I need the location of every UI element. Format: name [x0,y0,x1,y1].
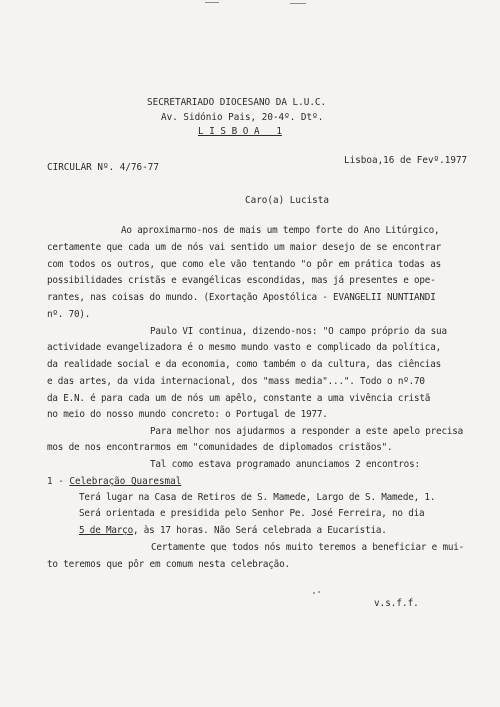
paragraph-5-line: Terá lugar na Casa de Retiros de S. Mamede, Largo de S. Mamede, 1. [79,492,436,503]
paragraph-2-line: no meio do nosso mundo concreto: o Portugal de 1977. [47,409,328,420]
header-city: L I S B O A 1 [198,126,282,137]
paragraph-3-line: Para melhor nos ajudarmos a responder a este apelo precisa [150,426,464,437]
paragraph-2-line: Paulo VI continua, dizendo-nos: "O campo próprio da sua [150,326,447,337]
paragraph-2-line: da realidade social e da economia, como também o da cultura, das ciências [47,359,441,370]
paragraph-2-line: da E.N. é para cada um de nós um apêlo, constante a uma vivência cristã [47,393,431,404]
announcement-line: Tal como estava programado anunciamos 2 encontros: [150,459,420,470]
header-org: SECRETARIADO DIOCESANO DA L.U.C. [147,97,327,108]
please-turn-over-note: v.s.f.f. [374,598,419,609]
paragraph-2-line: e das artes, da vida internacional, dos "mass media"...". Todo o nº.70 [47,376,425,387]
header-address: Av. Sidónio Pais, 20-4º. Dtº. [161,112,324,123]
section-1-number: 1 - [47,476,70,487]
paragraph-1-line: rantes, nas coisas do mundo. (Exortação Apostólica - EVANGELII NUNTIANDI [47,292,436,303]
paragraph-1-line: possibilidades cristãs e evangélicas escondidas, mas já presentes e ope- [47,275,436,286]
section-1-title: Celebração Quaresmal [69,476,182,487]
paragraph-1-line: Ao aproximarmo-nos de mais um tempo forte do Ano Litúrgico, [121,225,440,236]
paragraph-1-line: nº. 70). [47,309,91,320]
paragraph-1-line: com todos os outros, que como ele vão tentando "o pôr em prática todas as [47,259,441,270]
paragraph-5-line: Será orientada e presidida pelo Senhor Pe. José Ferreira, no dia [79,508,425,519]
section-1-heading [47,477,181,486]
scan-mark [290,3,306,4]
scan-mark [313,592,315,594]
scan-mark [318,591,320,593]
salutation: Caro(a) Lucista [245,195,329,206]
paragraph-1-line: certamente que cada um de nós vai sentido um maior desejo de se encontrar [47,242,441,253]
paragraph-5-line [79,526,387,535]
paragraph-6-line: to teremos que pôr em comum nesta celebração. [47,559,290,570]
paragraph-6-line: Certamente que todos nós muito teremos a beneficiar e mui- [151,542,465,553]
paragraph-2-line: actividade evangelizadora é o mesmo mundo vasto e complicado da política, [47,342,441,353]
paragraph-3-line: mos de nos encontrarmos em "comunidades de diplomados cristãos". [47,442,393,453]
scan-mark [205,2,219,3]
event-date: 5 de Março [79,525,133,536]
event-time-note: , às 17 horas. Não Será celebrada a Eucaristia. [132,525,387,536]
circular-number: CIRCULAR Nº. 4/76-77 [47,162,159,173]
letter-date: Lisboa,16 de Fevº.1977 [344,155,468,166]
